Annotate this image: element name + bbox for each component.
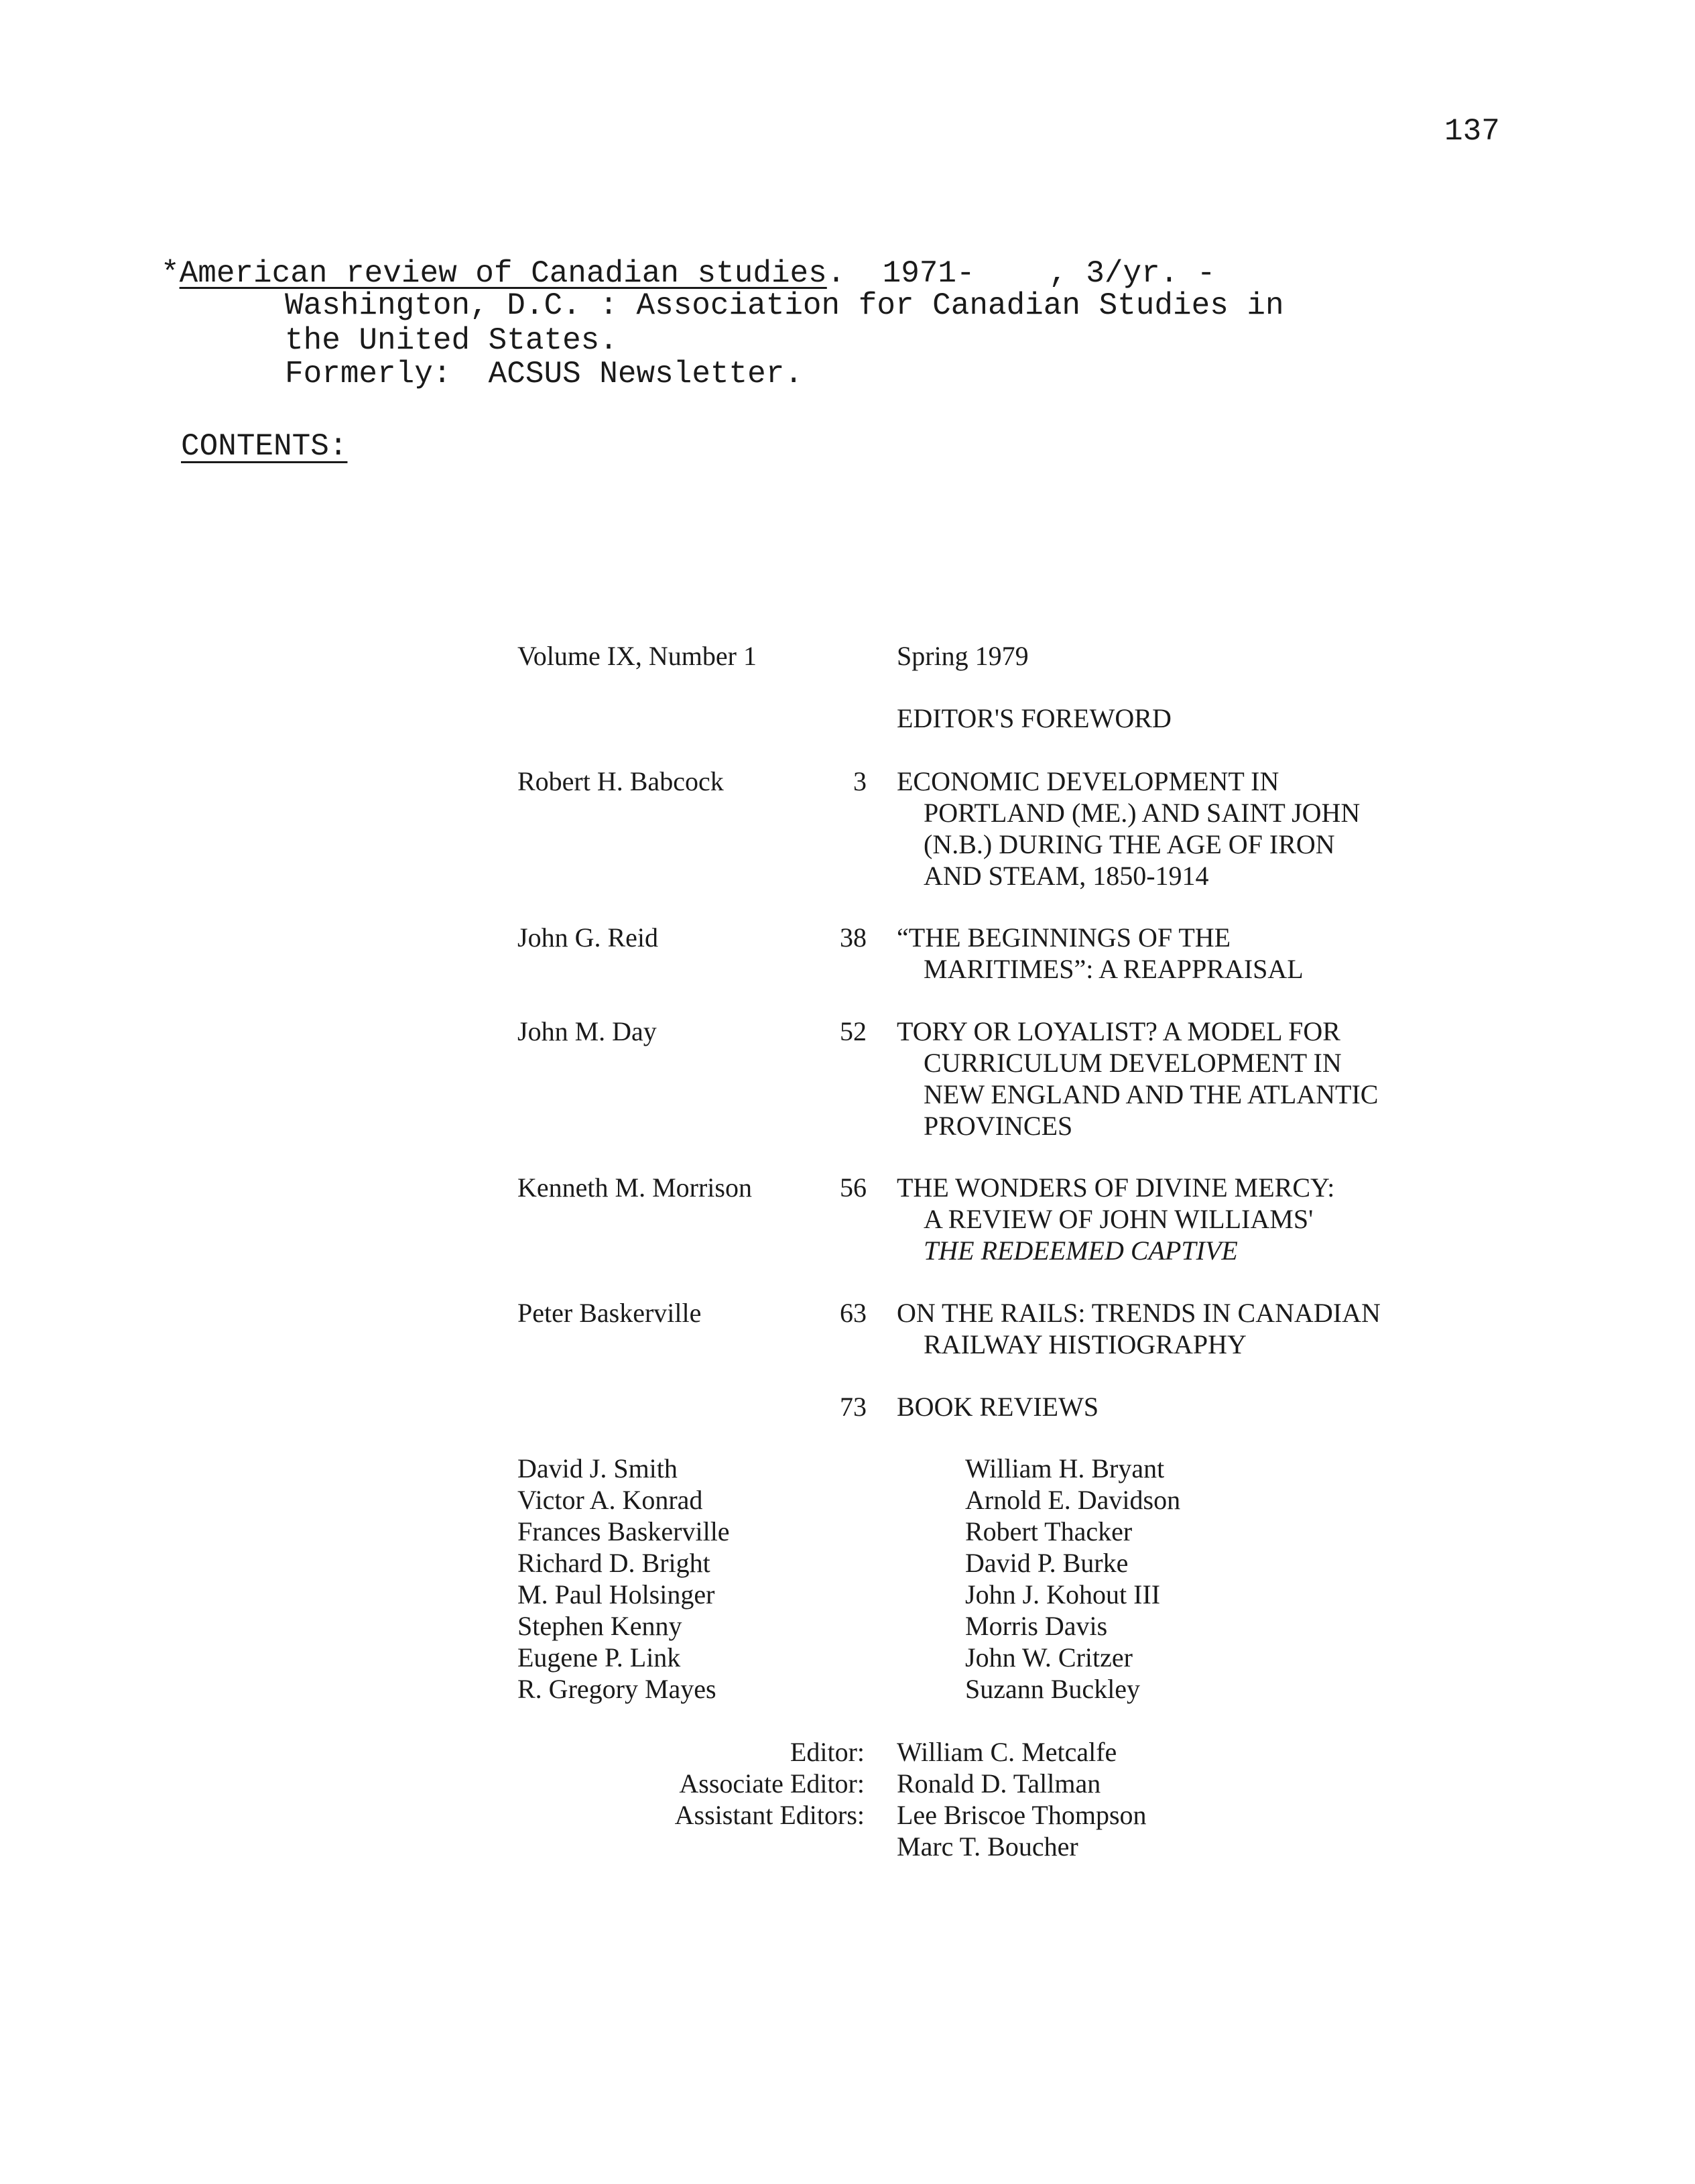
title-line: “THE BEGINNINGS OF THE [897, 922, 1231, 953]
staff-labels [590, 1736, 865, 1831]
associate-editor-name: Ronald D. Tallman [897, 1768, 1101, 1799]
title-line: CURRICULUM DEVELOPMENT IN [924, 1048, 1342, 1078]
citation-line-2: Washington, D.C. : Association for Canadian Studies in [285, 288, 1284, 323]
issue-season: Spring 1979 [897, 641, 1029, 671]
citation-title: American review of Canadian studies [179, 256, 827, 291]
reviewer: Eugene P. Link [517, 1642, 681, 1673]
reviewer: David P. Burke [965, 1548, 1129, 1578]
article-title [897, 1016, 1378, 1142]
book-reviews-heading: BOOK REVIEWS [897, 1392, 1099, 1422]
citation-line-3: the United States. [285, 323, 618, 358]
citation-dates: 1971- , 3/yr. - [845, 256, 1216, 291]
article-page: 56 [840, 1172, 867, 1203]
article-page: 3 [853, 766, 867, 796]
assistant-editor-name: Lee Briscoe Thompson [897, 1800, 1147, 1830]
citation-line-1 [161, 256, 1215, 291]
reviewer: Stephen Kenny [517, 1611, 682, 1641]
citation-period: . [826, 256, 846, 291]
title-line: THE WONDERS OF DIVINE MERCY: [897, 1172, 1335, 1203]
title-line: MARITIMES”: A REAPPRAISAL [924, 954, 1304, 984]
formerly-label: Formerly: [285, 357, 452, 391]
title-line: RAILWAY HISTIOGRAPHY [924, 1329, 1247, 1359]
title-line: PROVINCES [924, 1111, 1073, 1141]
title-line: A REVIEW OF JOHN WILLIAMS' [924, 1204, 1314, 1234]
article-page: 52 [840, 1016, 867, 1046]
article-author: John M. Day [517, 1016, 657, 1046]
issue-volume: Volume IX, Number 1 [517, 641, 757, 671]
reviewer: Suzann Buckley [965, 1674, 1141, 1704]
editor-label: Editor: [790, 1737, 865, 1767]
article-author: Robert H. Babcock [517, 766, 724, 796]
article-title [897, 766, 1360, 892]
reviewer: Frances Baskerville [517, 1516, 730, 1546]
title-line: (N.B.) DURING THE AGE OF IRON [924, 829, 1335, 859]
title-line: AND STEAM, 1850-1914 [924, 861, 1209, 891]
reviewer: M. Paul Holsinger [517, 1579, 715, 1610]
citation-formerly [285, 357, 803, 391]
formerly-value: ACSUS Newsletter. [488, 357, 803, 391]
article-title [897, 1297, 1381, 1360]
reviewer: Victor A. Konrad [517, 1485, 703, 1515]
article-author: Kenneth M. Morrison [517, 1172, 752, 1203]
article-page: 38 [840, 922, 867, 953]
editors-foreword: EDITOR'S FOREWORD [897, 703, 1172, 733]
reviewer: Richard D. Bright [517, 1548, 710, 1578]
title-line: TORY OR LOYALIST? A MODEL FOR [897, 1016, 1340, 1046]
book-reviews-page: 73 [840, 1392, 867, 1422]
editor-name: William C. Metcalfe [897, 1737, 1117, 1767]
reviewer: John J. Kohout III [965, 1579, 1161, 1610]
associate-editor-label: Associate Editor: [679, 1768, 865, 1799]
title-line: THE REDEEMED CAPTIVE [924, 1235, 1238, 1266]
assistant-editor-name: Marc T. Boucher [897, 1831, 1078, 1862]
reviewer: John W. Critzer [965, 1642, 1133, 1673]
title-line: NEW ENGLAND AND THE ATLANTIC [924, 1079, 1379, 1109]
title-line: ON THE RAILS: TRENDS IN CANADIAN [897, 1298, 1381, 1328]
article-author: Peter Baskerville [517, 1298, 702, 1328]
title-line: PORTLAND (ME.) AND SAINT JOHN [924, 798, 1361, 828]
title-line: ECONOMIC DEVELOPMENT IN [897, 766, 1279, 796]
citation-star: * [161, 256, 180, 291]
reviewer: Morris Davis [965, 1611, 1108, 1641]
article-author: John G. Reid [517, 922, 658, 953]
reviewers-right [965, 1453, 1180, 1705]
reviewer: William H. Bryant [965, 1453, 1165, 1483]
reviewer: David J. Smith [517, 1453, 678, 1483]
article-title [897, 922, 1304, 985]
assistant-editors-label: Assistant Editors: [674, 1800, 865, 1830]
article-page: 63 [840, 1298, 867, 1328]
staff-names [897, 1736, 1147, 1862]
contents-heading: CONTENTS: [181, 429, 348, 464]
reviewers-left [517, 1453, 730, 1705]
page-number: 137 [1444, 114, 1500, 149]
reviewer: R. Gregory Mayes [517, 1674, 716, 1704]
reviewer: Arnold E. Davidson [965, 1485, 1181, 1515]
article-title [897, 1172, 1334, 1266]
reviewer: Robert Thacker [965, 1516, 1133, 1546]
